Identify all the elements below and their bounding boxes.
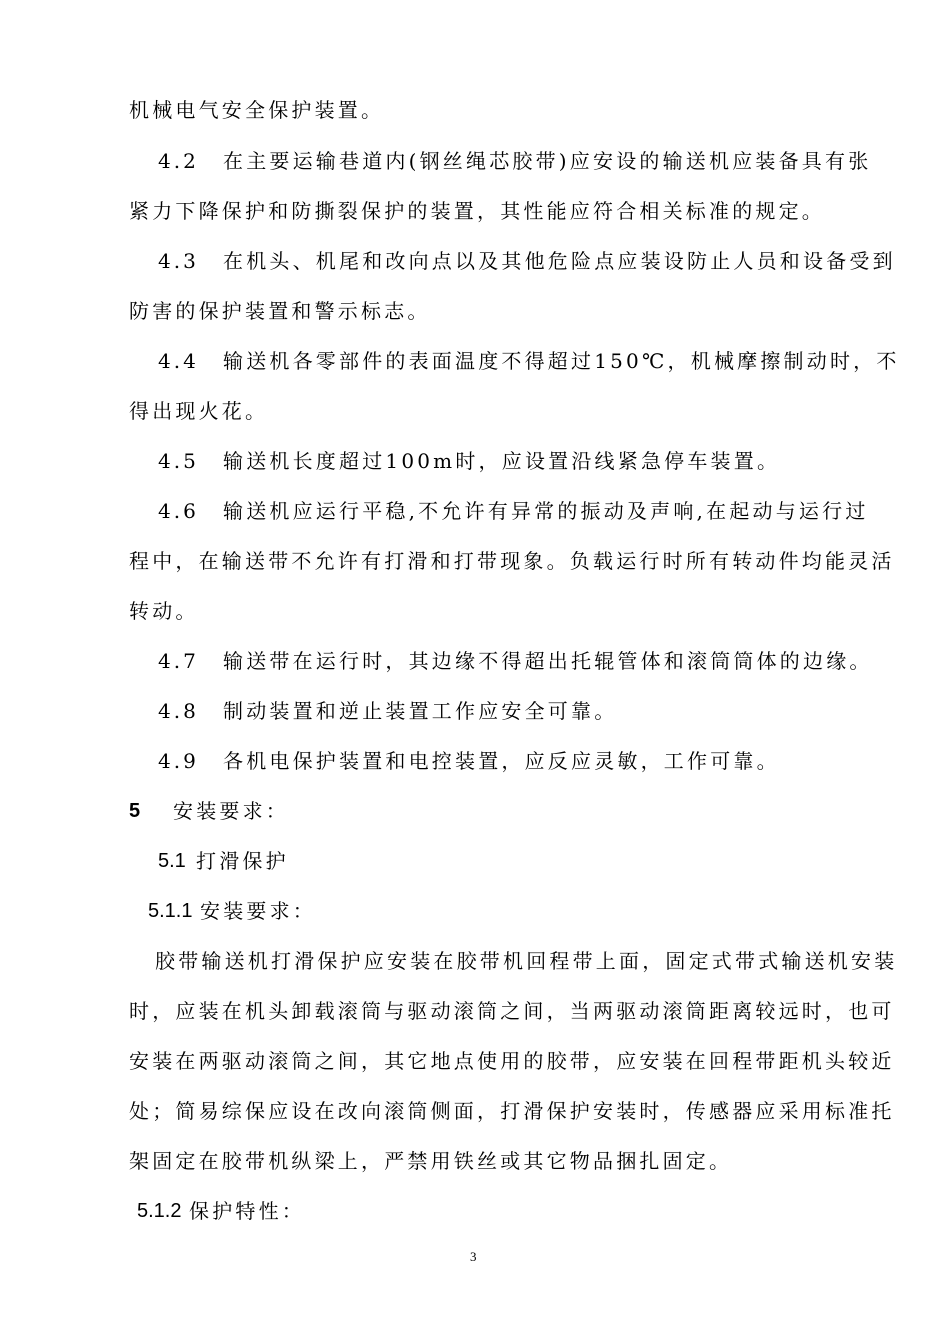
clause-number: 4.9 [158,749,199,773]
section-number: 5 [129,800,144,822]
paragraph-line: 输送机应运行平稳,不允许有异常的振动及声响,在起动与运行过 [223,499,869,523]
paragraph-line: 制动装置和逆止装置工作应安全可靠。 [223,699,618,723]
paragraph-line: 在主要运输巷道内(钢丝绳芯胶带)应安设的输送机应装备具有张 [223,149,872,173]
paragraph-line: 输送带在运行时，其边缘不得超出托辊管体和滚筒筒体的边缘。 [223,649,873,673]
page-number: 3 [470,1249,477,1264]
paragraph-line: 在机头、机尾和改向点以及其他危险点应装设防止人员和设备受到 [223,249,896,273]
subsection-title: 打滑保护 [196,849,289,873]
paragraph-line: 输送机各零部件的表面温度不得超过150℃，机械摩擦制动时，不 [223,349,900,373]
paragraph-line: 各机电保护装置和电控装置，应反应灵敏，工作可靠。 [223,749,780,773]
paragraph-line: 安装在两驱动滚筒之间，其它地点使用的胶带，应安装在回程带距机头较近 [129,1049,895,1073]
clause-number: 4.4 [158,349,199,373]
section-title: 安装要求： [173,799,289,823]
subsection-title: 安装要求： [200,899,316,923]
subsection-number: 5.1 [158,850,186,872]
clause-number: 4.6 [158,499,199,523]
paragraph-line: 得出现火花。 [129,399,269,423]
paragraph-line: 转动。 [129,599,199,623]
paragraph-line: 架固定在胶带机纵梁上，严禁用铁丝或其它物品捆扎固定。 [129,1149,733,1173]
clause-number: 4.8 [158,699,199,723]
paragraph-line: 处；简易综保应设在改向滚筒侧面，打滑保护安装时，传感器应采用标准托 [129,1099,895,1123]
paragraph-line: 防害的保护装置和警示标志。 [129,299,431,323]
paragraph-line: 输送机长度超过100m时，应设置沿线紧急停车装置。 [223,449,781,473]
subsection-title: 保护特性： [189,1199,305,1223]
paragraph-line: 胶带输送机打滑保护应安装在胶带机回程带上面，固定式带式输送机安装 [155,949,898,973]
subsection-number: 5.1.1 [148,900,193,922]
clause-number: 4.3 [158,249,199,273]
subsection-number: 5.1.2 [137,1200,182,1222]
clause-number: 4.5 [158,449,199,473]
paragraph-line: 时，应装在机头卸载滚筒与驱动滚筒之间，当两驱动滚筒距离较远时，也可 [129,999,895,1023]
clause-number: 4.2 [158,149,199,173]
paragraph-line: 紧力下降保护和防撕裂保护的装置，其性能应符合相关标准的规定。 [129,199,825,223]
paragraph-line: 机械电气安全保护装置。 [129,98,385,122]
paragraph-line: 程中，在输送带不允许有打滑和打带现象。负载运行时所有转动件均能灵活 [129,549,895,573]
clause-number: 4.7 [158,649,199,673]
